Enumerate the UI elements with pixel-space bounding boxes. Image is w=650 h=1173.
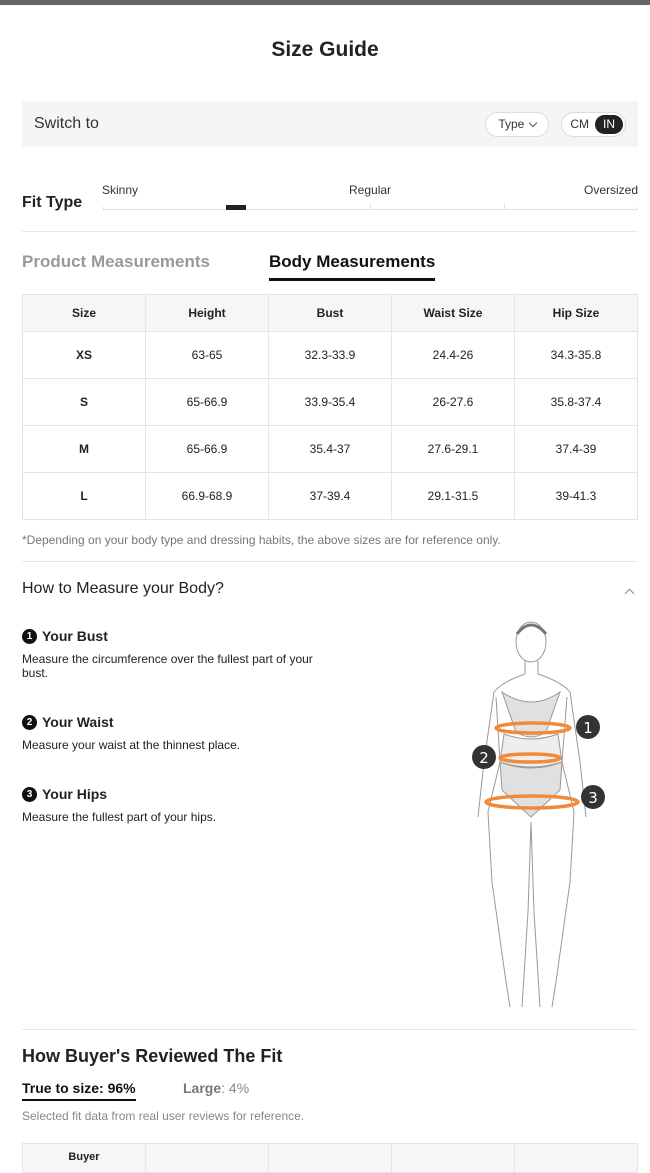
size-table (22, 294, 638, 520)
switch-bar (22, 101, 638, 147)
measure-item-waist (22, 714, 322, 752)
col-hip: Hip Size (515, 295, 638, 332)
number-badge: 3 (22, 787, 37, 802)
cell-bust: 32.3-33.9 (269, 332, 392, 379)
marker-3-label: 3 (588, 789, 598, 807)
fit-marker (226, 205, 246, 210)
table-row (23, 332, 638, 379)
number-badge: 1 (22, 629, 37, 644)
measure-item-desc: Measure your waist at the thinnest place. (22, 738, 241, 752)
body-figure-illustration (462, 612, 612, 1017)
marker-1-label: 1 (583, 719, 593, 737)
cell-waist: 26-27.6 (392, 379, 515, 426)
fit-tick (504, 204, 505, 210)
fit-oversized-label: Oversized (584, 183, 639, 197)
measure-item-title: Your Hips (42, 786, 108, 802)
tab-product-measurements[interactable]: Product Measurements (22, 252, 210, 271)
cell-hip: 39-41.3 (515, 473, 638, 520)
unit-toggle[interactable] (561, 112, 626, 137)
buyer-table (22, 1143, 638, 1173)
tab-true-to-size[interactable] (22, 1080, 136, 1101)
table-row (23, 379, 638, 426)
cell-hip: 37.4-39 (515, 426, 638, 473)
cell-hip: 34.3-35.8 (515, 332, 638, 379)
cell-size: XS (23, 332, 146, 379)
cell-height: 65-66.9 (146, 379, 269, 426)
table-row (23, 426, 638, 473)
cell-waist: 29.1-31.5 (392, 473, 515, 520)
col-buyer: Buyer (23, 1144, 146, 1172)
measure-item-desc: Measure the circumference over the fullest part of your bust. (22, 652, 313, 680)
large-label: Large (183, 1080, 222, 1096)
col-height: Height (146, 295, 269, 332)
page-title: Size Guide (271, 38, 379, 61)
col-size: Size (23, 295, 146, 332)
measure-item-hips (22, 786, 322, 824)
cell-bust: 33.9-35.4 (269, 379, 392, 426)
fit-tick (370, 204, 371, 210)
divider (22, 231, 638, 232)
cell-hip: 35.8-37.4 (515, 379, 638, 426)
col-empty (515, 1144, 637, 1172)
col-waist: Waist Size (392, 295, 515, 332)
cell-waist: 24.4-26 (392, 332, 515, 379)
measure-item-title: Your Bust (42, 628, 108, 644)
cell-height: 66.9-68.9 (146, 473, 269, 520)
how-to-measure-title[interactable]: How to Measure your Body? (22, 580, 224, 597)
cell-size: S (23, 379, 146, 426)
fit-regular-label: Regular (349, 183, 392, 197)
tab-large[interactable] (183, 1080, 249, 1096)
col-empty (269, 1144, 392, 1172)
col-empty (392, 1144, 515, 1172)
fit-skinny-label: Skinny (102, 183, 139, 197)
cell-bust: 35.4-37 (269, 426, 392, 473)
divider (22, 1029, 638, 1030)
reviews-note: Selected fit data from real user reviews for reference. (22, 1109, 305, 1123)
chevron-up-icon[interactable] (625, 589, 635, 599)
number-badge: 2 (22, 715, 37, 730)
reviews-title: How Buyer's Reviewed The Fit (22, 1046, 283, 1066)
reference-note: *Depending on your body type and dressing habits, the above sizes are for reference only. (22, 533, 501, 547)
cell-height: 63-65 (146, 332, 269, 379)
chevron-down-icon (529, 118, 537, 126)
cell-size: L (23, 473, 146, 520)
tab-body-measurements[interactable]: Body Measurements (269, 252, 435, 281)
unit-cm-option[interactable]: CM (570, 117, 589, 131)
unit-in-option[interactable]: IN (595, 115, 623, 134)
switch-label: Switch to (34, 115, 99, 132)
true-to-size-label: True to size: (22, 1080, 104, 1096)
col-empty (146, 1144, 269, 1172)
cell-height: 65-66.9 (146, 426, 269, 473)
measure-item-desc: Measure the fullest part of your hips. (22, 810, 217, 824)
cell-size: M (23, 426, 146, 473)
cell-bust: 37-39.4 (269, 473, 392, 520)
measure-item-title: Your Waist (42, 714, 114, 730)
table-row (23, 473, 638, 520)
cell-waist: 27.6-29.1 (392, 426, 515, 473)
fit-type-label: Fit Type (22, 194, 83, 211)
divider (22, 561, 638, 562)
top-bar (0, 0, 650, 5)
large-value: : 4% (221, 1080, 250, 1096)
type-dropdown[interactable] (485, 112, 549, 137)
measure-item-bust (22, 628, 322, 680)
type-dropdown-label: Type (498, 117, 525, 131)
true-to-size-value: 96% (107, 1080, 136, 1096)
col-bust: Bust (269, 295, 392, 332)
marker-2-label: 2 (479, 749, 489, 767)
table-header-row (23, 295, 638, 332)
